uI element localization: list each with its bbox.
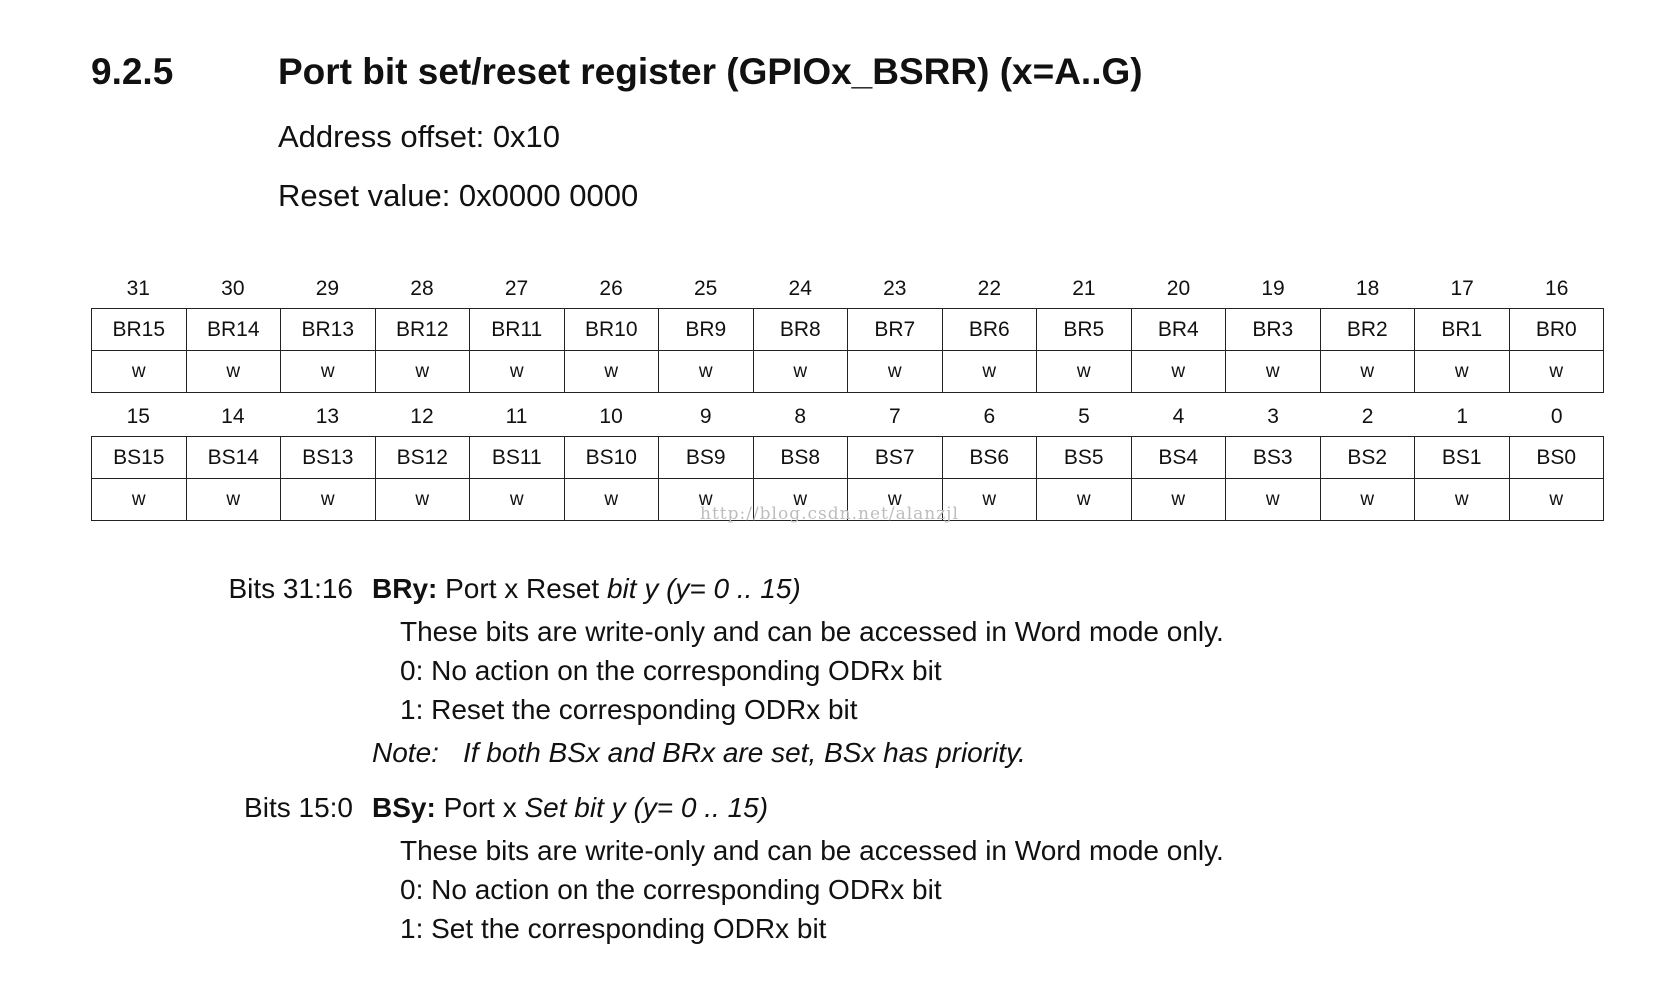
bit-number: 24 (788, 277, 812, 300)
field-cell: BR11 (470, 309, 565, 351)
field-cell: BS4 (1131, 437, 1226, 479)
description-line: 1: Set the corresponding ODRx bit (400, 913, 827, 944)
field-cell: BR2 (1320, 309, 1415, 351)
field-cell: BR15 (92, 309, 187, 351)
access-row (92, 351, 1604, 393)
bit-number: 29 (315, 277, 340, 300)
field-cell: BR13 (281, 309, 376, 351)
bit-number: 27 (504, 277, 529, 300)
access-cell: w (92, 351, 187, 393)
access-cell: w (1037, 479, 1132, 521)
field-cell: BR0 (1509, 309, 1604, 351)
access-cell: w (753, 479, 848, 521)
register-table-upper (91, 308, 1604, 393)
field-cell: BR9 (659, 309, 754, 351)
access-cell: w (1226, 351, 1321, 393)
reset-value: Reset value: 0x0000 0000 (278, 178, 639, 213)
field-cell: BR12 (375, 309, 470, 351)
field-cell: BS9 (659, 437, 754, 479)
field-name-row (92, 309, 1604, 351)
bit-number: 28 (410, 277, 434, 300)
field-title-plain: Port x Reset (437, 573, 607, 604)
bit-number: 10 (599, 405, 623, 428)
field-title-italic: Set bit y (y= 0 .. 15) (524, 792, 769, 823)
access-cell: w (753, 351, 848, 393)
bit-number: 6 (983, 405, 996, 428)
bit-number: 30 (221, 277, 245, 300)
access-cell: w (1131, 351, 1226, 393)
bit-number: 15 (126, 405, 150, 428)
description-line: These bits are write-only and can be accessed in Word mode only. (400, 616, 1224, 647)
bit-number: 22 (977, 277, 1002, 300)
bit-number: 26 (599, 277, 623, 300)
field-cell: BR3 (1226, 309, 1321, 351)
bit-number: 2 (1361, 405, 1374, 428)
bit-number: 4 (1172, 405, 1185, 428)
bits-range-label: Bits 15:0 (244, 792, 353, 823)
bit-number: 14 (221, 405, 245, 428)
bit-number-row-lower (91, 398, 1604, 436)
access-cell: w (470, 479, 565, 521)
bit-number: 11 (505, 405, 528, 428)
description-line: These bits are write-only and can be accessed in Word mode only. (400, 835, 1224, 866)
access-cell: w (1320, 351, 1415, 393)
access-cell: w (1509, 351, 1604, 393)
access-cell: w (1415, 479, 1510, 521)
bit-number: 13 (315, 405, 340, 428)
access-cell: w (186, 479, 281, 521)
address-offset: Address offset: 0x10 (278, 119, 561, 154)
access-cell: w (1131, 479, 1226, 521)
bit-number: 7 (888, 405, 901, 428)
field-title-br (372, 573, 801, 605)
access-cell: w (1509, 479, 1604, 521)
access-cell: w (659, 351, 754, 393)
access-cell: w (1226, 479, 1321, 521)
bit-number: 0 (1550, 405, 1563, 428)
bit-number: 8 (794, 405, 807, 428)
field-cell: BR4 (1131, 309, 1226, 351)
field-cell: BS1 (1415, 437, 1510, 479)
access-cell: w (375, 479, 470, 521)
access-cell: w (564, 351, 659, 393)
bit-number: 18 (1355, 277, 1380, 300)
field-cell: BR14 (186, 309, 281, 351)
access-cell: w (281, 479, 376, 521)
field-cell: BS13 (281, 437, 376, 479)
bit-number: 19 (1261, 277, 1285, 300)
section-title: Port bit set/reset register (GPIOx_BSRR) (x=A..G) (278, 51, 1143, 92)
field-cell: BS7 (848, 437, 943, 479)
bit-number: 3 (1267, 405, 1279, 428)
priority-note (372, 737, 1026, 769)
bit-number: 16 (1545, 277, 1569, 300)
field-cell: BR7 (848, 309, 943, 351)
access-cell: w (942, 351, 1037, 393)
description-line: 0: No action on the corresponding ODRx bit (400, 655, 942, 686)
field-cell: BS0 (1509, 437, 1604, 479)
description-line: 1: Reset the corresponding ODRx bit (400, 694, 858, 725)
description-line: 0: No action on the corresponding ODRx bit (400, 874, 942, 905)
watermark-text: http://blog.csdn.net/alanzjl (700, 504, 959, 524)
field-cell: BS5 (1037, 437, 1132, 479)
field-cell: BR6 (942, 309, 1037, 351)
access-cell: w (375, 351, 470, 393)
access-cell: w (564, 479, 659, 521)
field-cell: BS6 (942, 437, 1037, 479)
access-cell: w (848, 479, 943, 521)
field-title-bs (372, 792, 768, 824)
field-cell: BR10 (564, 309, 659, 351)
access-cell: w (186, 351, 281, 393)
field-cell: BS11 (470, 437, 565, 479)
section-number: 9.2.5 (91, 51, 174, 92)
bit-number: 23 (883, 277, 907, 300)
field-cell: BS12 (375, 437, 470, 479)
register-lower-half (91, 398, 1604, 521)
field-cell: BS8 (753, 437, 848, 479)
field-cell: BR8 (753, 309, 848, 351)
bit-number: 31 (126, 277, 150, 300)
field-name: BRy: (372, 573, 438, 604)
bit-number: 25 (693, 277, 718, 300)
field-cell: BR1 (1415, 309, 1510, 351)
field-cell: BR5 (1037, 309, 1132, 351)
field-cell: BS3 (1226, 437, 1321, 479)
bits-range-label: Bits 31:16 (228, 573, 353, 604)
access-cell: w (1415, 351, 1510, 393)
register-upper-half (91, 270, 1604, 393)
bit-number: 9 (699, 405, 712, 428)
field-name: BSy: (372, 792, 436, 823)
field-title-plain: Port x (435, 792, 525, 823)
field-cell: BS15 (92, 437, 187, 479)
bit-number-row-upper (91, 270, 1604, 308)
access-cell: w (92, 479, 187, 521)
field-name-row (92, 437, 1604, 479)
field-title-italic: bit y (y= 0 .. 15) (606, 573, 801, 604)
access-cell: w (848, 351, 943, 393)
field-cell: BS2 (1320, 437, 1415, 479)
bit-number: 21 (1072, 277, 1096, 300)
access-cell: w (281, 351, 376, 393)
bit-number: 1 (1456, 405, 1468, 428)
access-cell: w (1037, 351, 1132, 393)
access-cell: w (470, 351, 565, 393)
note-label: Note: (372, 737, 439, 768)
access-cell: w (1320, 479, 1415, 521)
bit-number: 20 (1166, 277, 1191, 300)
access-cell: w (659, 479, 754, 521)
bit-number: 17 (1450, 277, 1474, 300)
field-cell: BS10 (564, 437, 659, 479)
note-text: If both BSx and BRx are set, BSx has priority. (462, 737, 1026, 768)
field-cell: BS14 (186, 437, 281, 479)
bit-number: 5 (1078, 405, 1090, 428)
bit-number: 12 (410, 405, 434, 428)
access-cell: w (942, 479, 1037, 521)
